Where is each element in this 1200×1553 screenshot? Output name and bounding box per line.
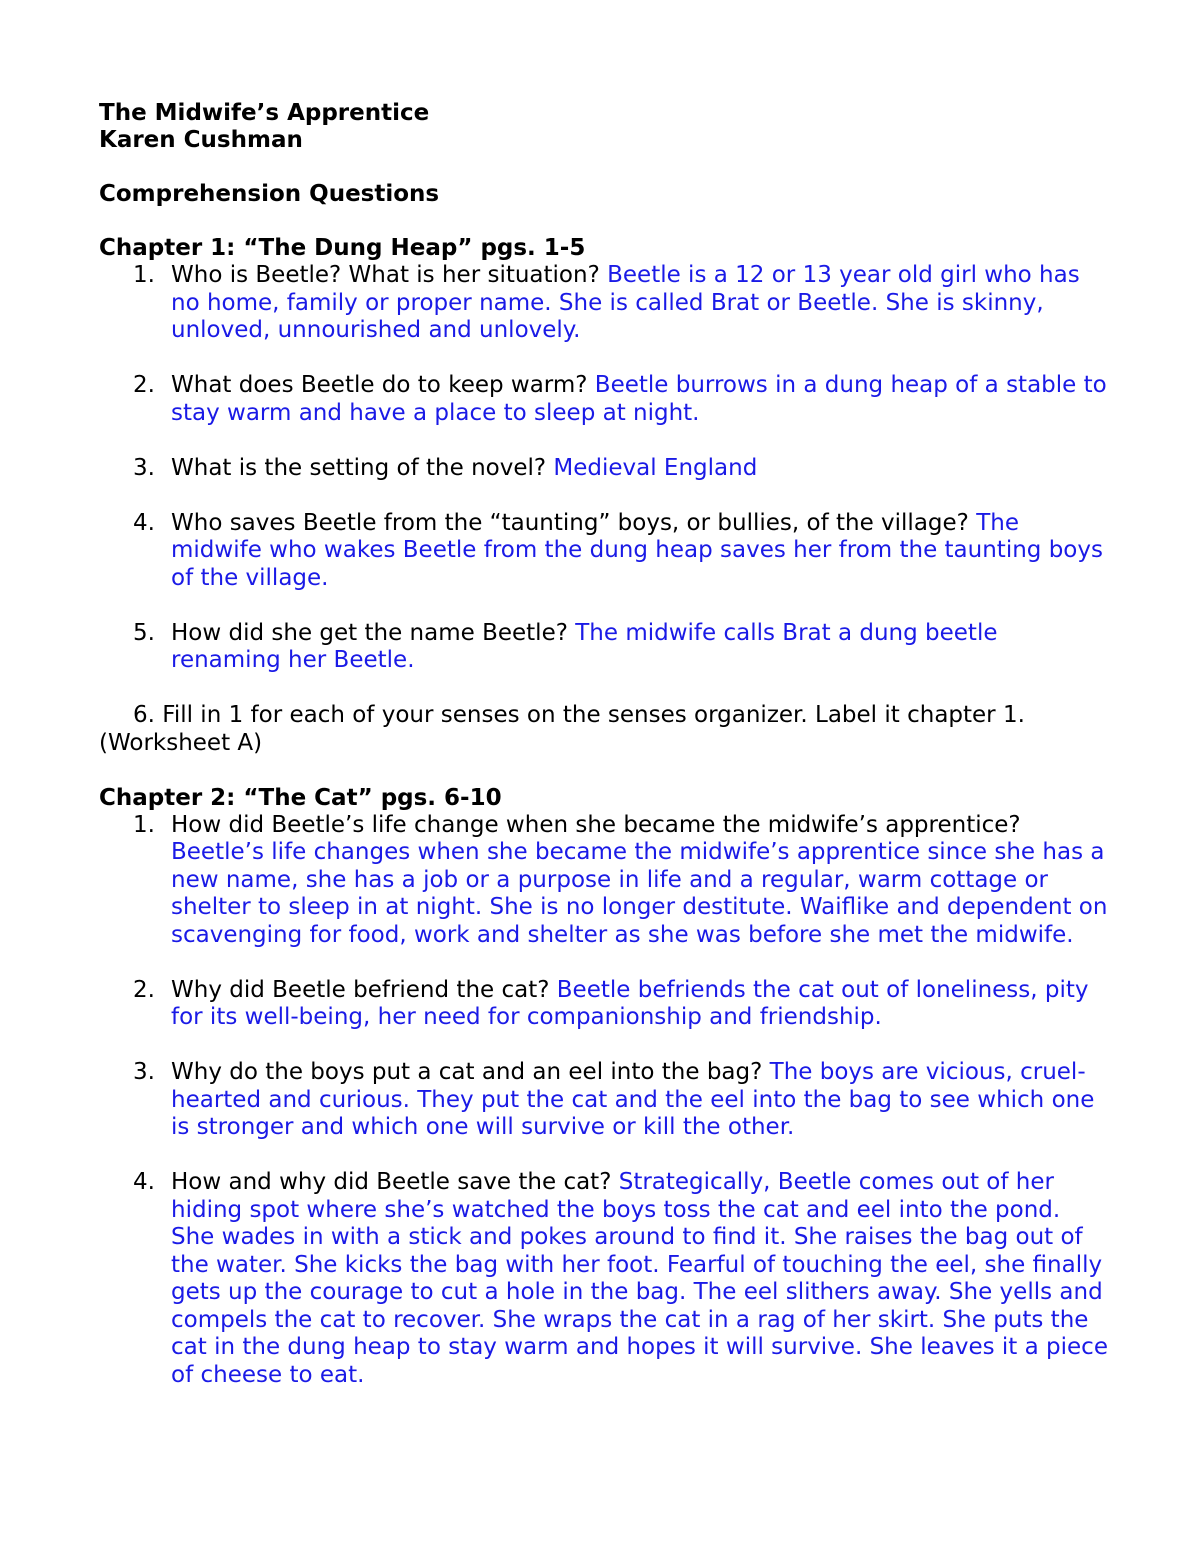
question-text: What is the setting of the novel? (171, 454, 554, 481)
book-title: The Midwife’s Apprentice (99, 100, 430, 126)
answer-text: The midwife who wakes Beetle from the dung heap saves her from the taunting boys of the village. (171, 509, 1103, 591)
answer-text: Strategically, Beetle comes out of her hiding spot where she’s watched the boys toss the cat and eel into the pond. She wades in with a stick and pokes around to find it. She raises the bag out of the water. She kicks the bag with her foot. Fearful of touching the eel, she finally gets up the courage to cut a hole in the bag. The eel slithers away. She yells and compels the cat to recover. She wraps the cat in a rag of her skirt. She puts the cat in the dung heap to stay warm and hopes it will survive. She leaves it a piece of cheese to eat. (171, 1169, 1108, 1388)
answer-text: The boys are vicious, cruel-hearted and curious. They put the cat and the eel into the bag to see which one is stronger and which one will survive or kill the other. (171, 1059, 1095, 1140)
question-number: 4. (133, 509, 155, 536)
answer-text: Beetle is a 12 or 13 year old girl who has no home, family or proper name. She is called Brat or Beetle. She is skinny, unloved, unnourished and unlovely. (171, 262, 1080, 343)
question-item (99, 510, 1109, 593)
question-text: How and why did Beetle save the cat? (171, 1169, 619, 1195)
question-number: 2. (133, 372, 155, 398)
instruction-number: 6. (133, 702, 155, 728)
chapter-2-heading: Chapter 2: “The Cat” pgs. 6-10 (99, 784, 502, 811)
question-number: 4. (133, 1169, 155, 1195)
answer-text: Beetle befriends the cat out of loneliness, pity for its well-being, her need for companionship and friendship. (171, 976, 1089, 1030)
question-number: 1. (133, 811, 155, 838)
question-number: 2. (133, 976, 155, 1003)
question-text: Why did Beetle befriend the cat? (171, 976, 557, 1003)
question-item (99, 372, 1109, 427)
question-item (99, 455, 1109, 483)
chapter-1-questions (99, 262, 1109, 675)
question-number: 3. (133, 1059, 155, 1085)
chapter-1-heading: Chapter 1: “The Dung Heap” pgs. 1-5 (99, 235, 586, 261)
question-item (99, 262, 1109, 345)
spacer (99, 154, 1109, 181)
instruction-text: Fill in 1 for each of your senses on the senses organizer. Label it chapter 1. (Worksheet A) (99, 702, 1025, 756)
question-text: Why do the boys put a cat and an eel into the bag? (171, 1059, 770, 1085)
section-title: Comprehension Questions (99, 181, 440, 207)
answer-text: Medieval England (553, 454, 758, 481)
answer-text: Beetle’s life changes when she became the midwife’s apprentice since she has a new name, she has a job or a purpose in life and a regular, warm cottage or shelter to sleep in at night. She is no longer destitute. Waiflike and dependent on scavenging for food, work and shelter as she was before she met the midwife. (171, 839, 1108, 948)
question-item (99, 1169, 1109, 1389)
question-item (99, 977, 1109, 1032)
chapter-2-questions (99, 812, 1109, 1390)
question-text: How did she get the name Beetle? (171, 619, 576, 646)
answer-text: The midwife calls Brat a dung beetle renaming her Beetle. (171, 619, 998, 673)
question-text: Who is Beetle? What is her situation? (171, 262, 608, 288)
question-text: How did Beetle’s life change when she became the midwife’s apprentice? (171, 811, 1021, 838)
question-text: Who saves Beetle from the “taunting” boys, or bullies, of the village? (171, 509, 977, 536)
document-page (99, 100, 1109, 1417)
spacer (99, 208, 1109, 235)
question-number: 5. (133, 619, 155, 646)
book-author: Karen Cushman (99, 127, 303, 153)
question-item (99, 620, 1109, 675)
question-number: 1. (133, 262, 155, 288)
question-item (99, 1059, 1109, 1142)
answer-text: Beetle burrows in a dung heap of a stable to stay warm and have a place to sleep at night. (171, 372, 1107, 426)
senses-organizer-instruction (99, 702, 1109, 757)
question-text: What does Beetle do to keep warm? (171, 372, 595, 398)
question-item (99, 812, 1109, 950)
question-number: 3. (133, 454, 155, 481)
